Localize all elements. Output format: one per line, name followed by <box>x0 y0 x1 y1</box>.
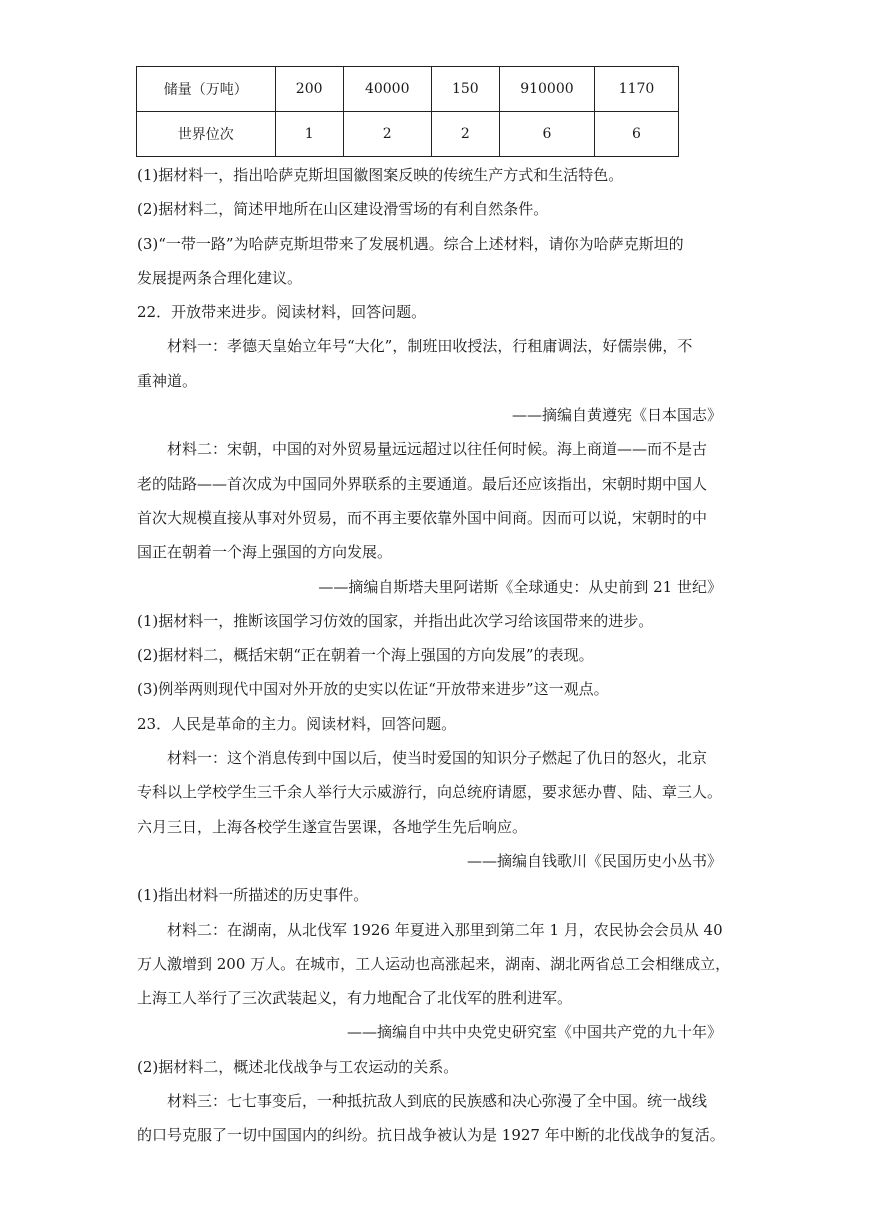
table-cell: 6 <box>594 112 678 157</box>
source-citation: ——摘编自黄遵宪《日本国志》 <box>511 406 722 425</box>
text-line: 重神道。 <box>137 371 198 390</box>
text-line: 万人激增到 200 万人。在城市，工人运动也高涨起来，湖南、湖北两省总工会相继成立， <box>137 954 731 973</box>
text-line: 材料三：七七事变后，一种抵抗敌人到底的民族感和决心弥漫了全中国。统一战线 <box>167 1092 708 1111</box>
text-line: 专科以上学校学生三千余人举行大示威游行，向总统府请愿，要求惩办曹、陆、章三人。 <box>137 783 723 802</box>
text-line: 22．开放带来进步。阅读材料，回答问题。 <box>137 303 427 322</box>
question-text <box>137 158 731 1153</box>
text-line: (2)据材料二，简述甲地所在山区建设滑雪场的有利自然条件。 <box>137 200 549 219</box>
source-citation: ——摘编自中共中央党史研究室《中国共产党的九十年》 <box>346 1023 722 1042</box>
source-citation: ——摘编自钱歌川《民国历史小丛书》 <box>466 851 722 870</box>
text-line: 国正在朝着一个海上强国的方向发展。 <box>137 543 393 562</box>
table-cell: 1 <box>275 112 343 157</box>
text-line: 首次大规模直接从事对外贸易，而不再主要依靠外国中间商。因而可以说，宋朝时的中 <box>137 508 708 527</box>
table-cell: 200 <box>275 67 343 112</box>
text-line: (3)例举两则现代中国对外开放的史实以佐证“开放带来进步”这一观点。 <box>137 680 609 699</box>
table-row <box>137 67 679 112</box>
row-label: 储量（万吨） <box>137 67 276 112</box>
text-line: 六月三日，上海各校学生遂宣告罢课，各地学生先后响应。 <box>137 817 528 836</box>
text-line: (1)据材料一，指出哈萨克斯坦国徽图案反映的传统生产方式和生活特色。 <box>137 166 624 184</box>
text-line: 发展提两条合理化建议。 <box>137 268 303 287</box>
table-cell: 40000 <box>343 67 431 112</box>
table-cell: 910000 <box>499 67 594 112</box>
text-line: 23．人民是革命的主力。阅读材料，回答问题。 <box>137 714 457 733</box>
text-line: 材料二：在湖南，从北伐军 1926 年夏进入那里到第二年 1 月，农民协会会员从 40 <box>167 920 723 939</box>
text-line: (1)指出材料一所描述的历史事件。 <box>137 886 369 905</box>
text-line: 老的陆路——首次成为中国同外界联系的主要通道。最后还应该指出，宋朝时期中国人 <box>137 474 708 493</box>
source-citation: ——摘编自斯塔夫里阿诺斯《全球通史：从史前到 21 世纪》 <box>318 577 722 596</box>
text-line: (2)据材料二，概括宋朝“正在朝着一个海上强国的方向发展”的表现。 <box>137 646 594 665</box>
table-cell: 6 <box>499 112 594 157</box>
row-label: 世界位次 <box>137 112 276 157</box>
text-line: 材料二：宋朝，中国的对外贸易量远远超过以往任何时候。海上商道——而不是古 <box>167 440 708 459</box>
table-cell: 150 <box>431 67 499 112</box>
text-line: 的口号克服了一切中国国内的纠纷。抗日战争被认为是 1927 年中断的北伐战争的复活。 <box>137 1126 725 1145</box>
text-line: (2)据材料二，概述北伐战争与工农运动的关系。 <box>137 1057 459 1076</box>
table-row <box>137 112 679 157</box>
table-cell: 1170 <box>594 67 678 112</box>
text-line: (3)“一带一路”为哈萨克斯坦带来了发展机遇。综合上述材料，请你为哈萨克斯坦的 <box>137 234 684 253</box>
text-line: 材料一：这个消息传到中国以后，使当时爱国的知识分子燃起了仇日的怒火，北京 <box>167 749 708 768</box>
table-cell: 2 <box>431 112 499 157</box>
table-cell: 2 <box>343 112 431 157</box>
text-line: (1)据材料一，推断该国学习仿效的国家，并指出此次学习给该国带来的进步。 <box>137 611 654 630</box>
resource-table <box>136 66 679 157</box>
text-line: 上海工人举行了三次武装起义，有力地配合了北伐军的胜利进军。 <box>137 989 573 1008</box>
text-line: 材料一：孝德天皇始立年号“大化”，制班田收授法，行租庸调法，好儒崇佛，不 <box>167 337 693 356</box>
